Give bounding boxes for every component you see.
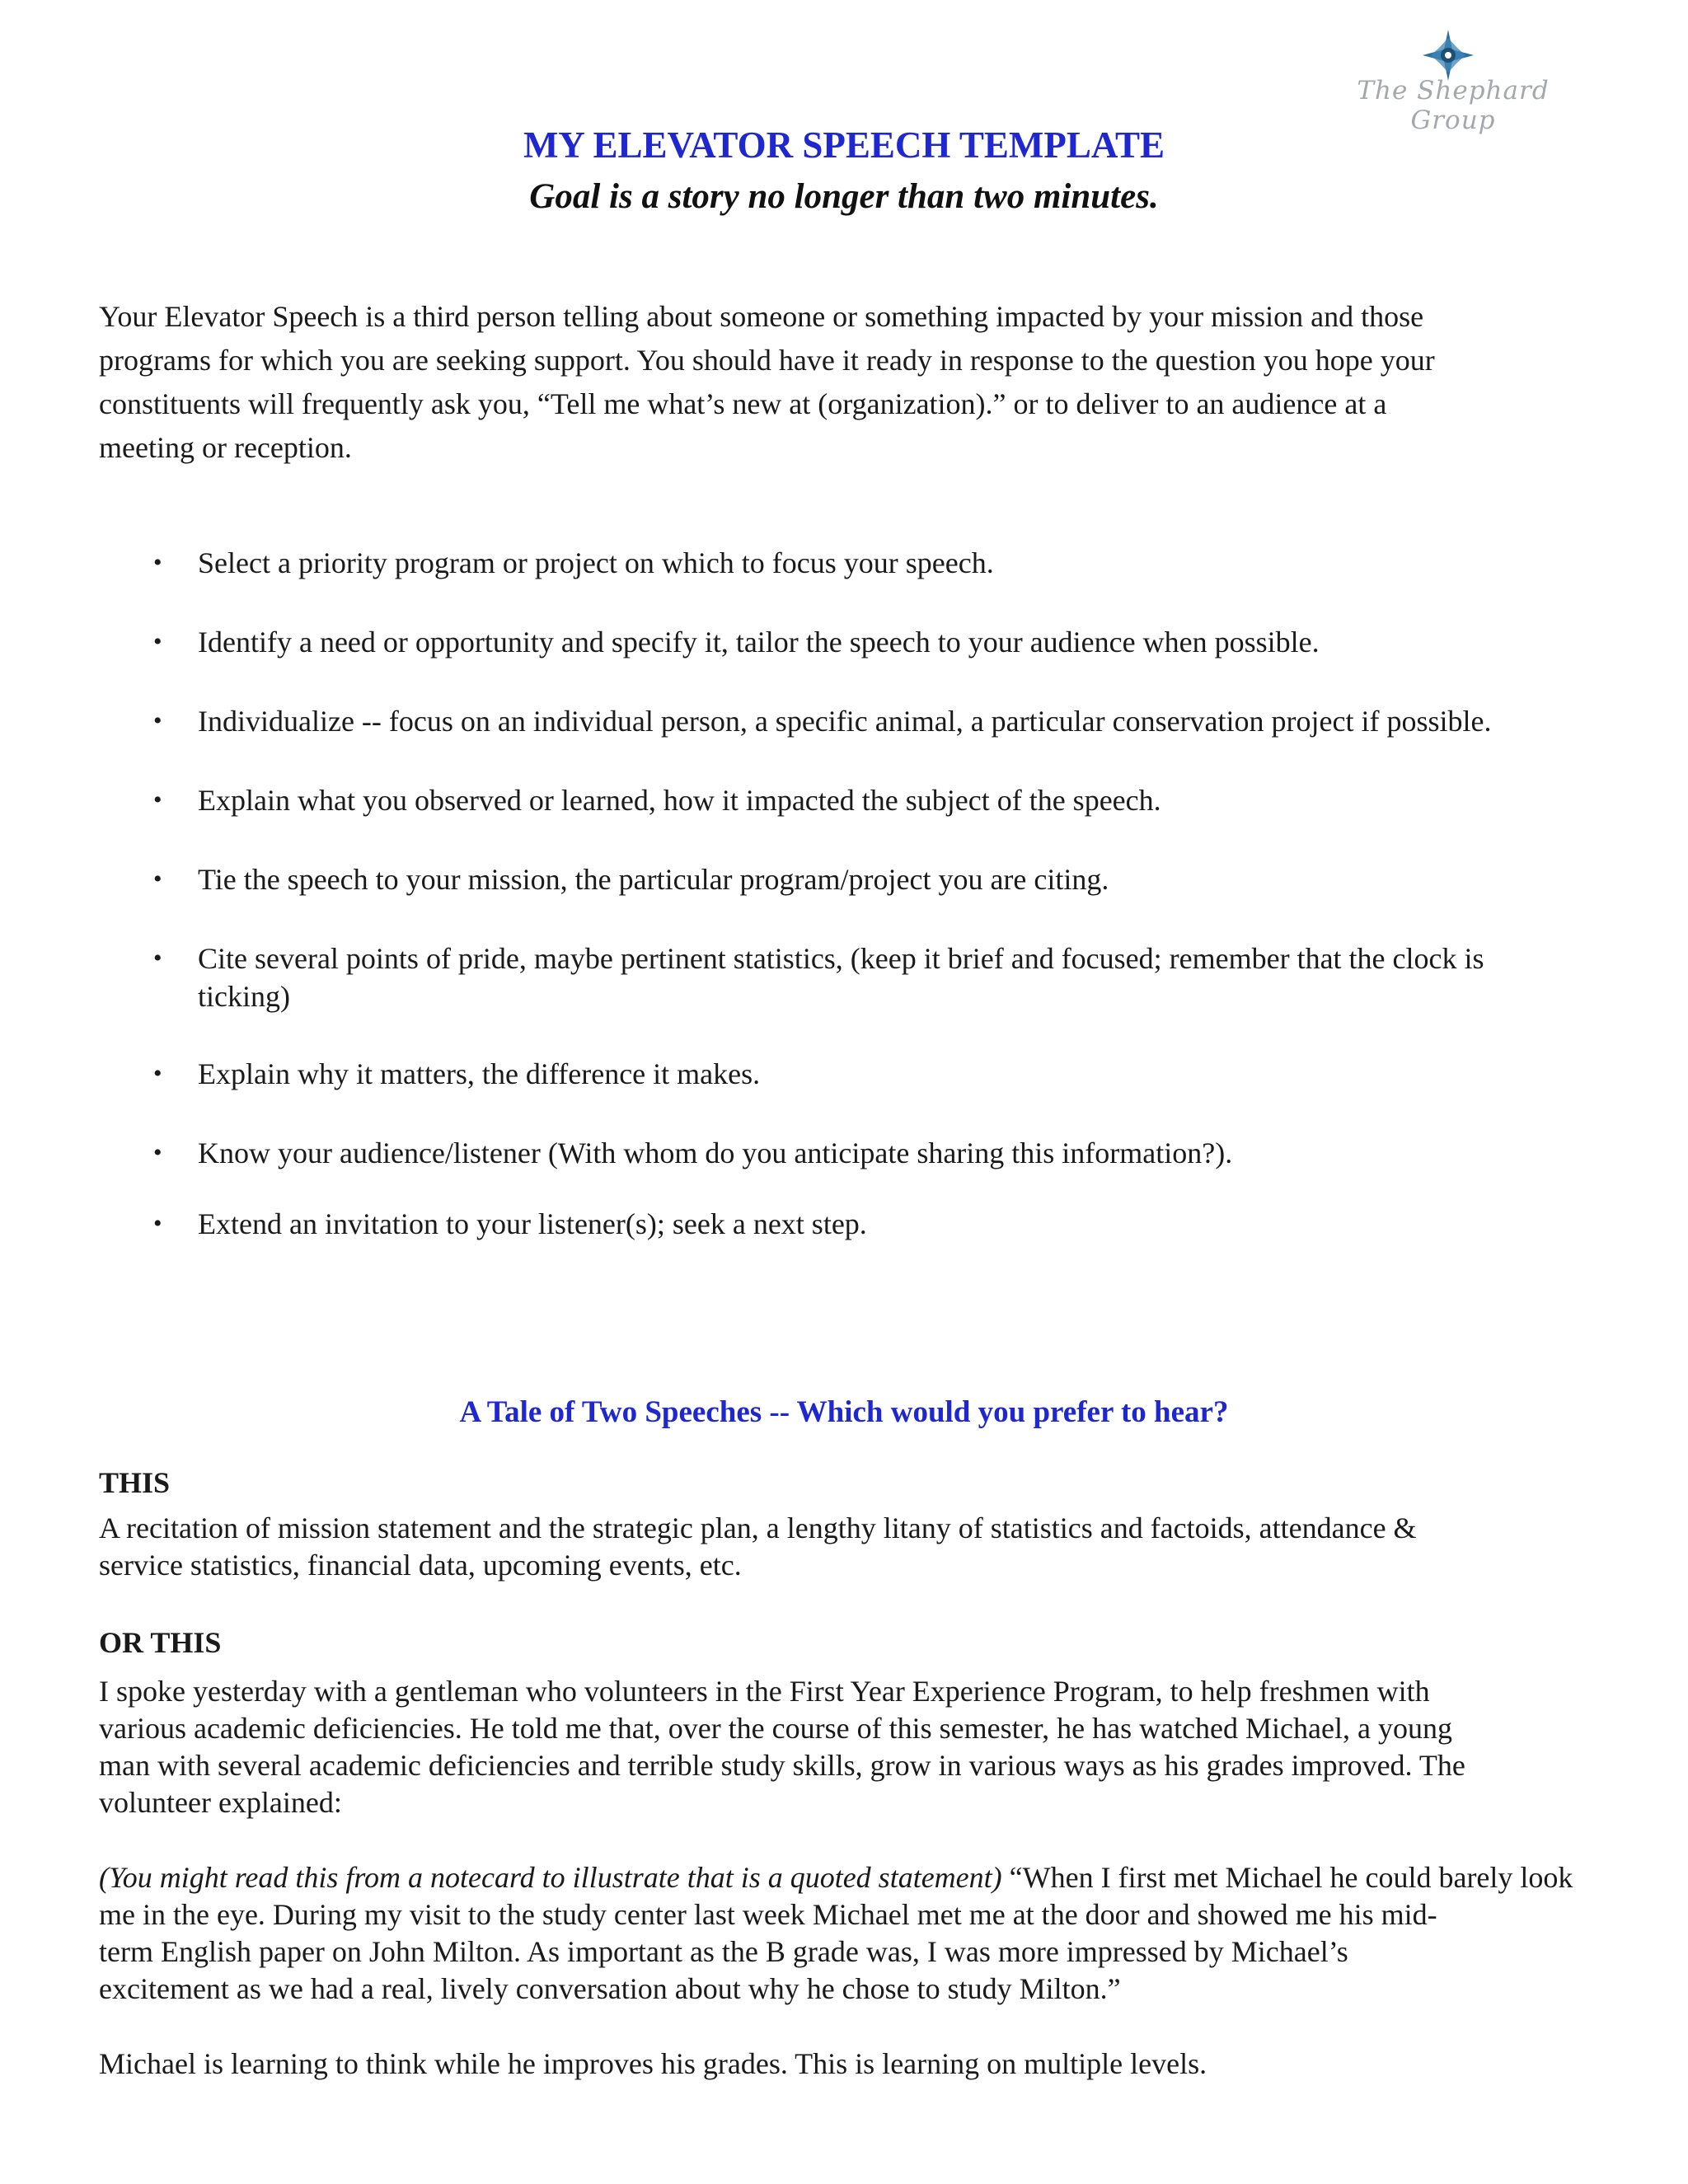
- intro-line: Your Elevator Speech is a third person telling about someone or something impacted by your mission and those: [99, 300, 1424, 333]
- page-subtitle: Goal is a story no longer than two minutes.: [529, 177, 1159, 216]
- paragraph-line: service statistics, financial data, upcoming events, etc.: [99, 1549, 742, 1582]
- section-heading-this: THIS: [99, 1466, 171, 1499]
- paragraph-line: A recitation of mission statement and the strategic plan, a lengthy litany of statistics and factoids, attendance &: [99, 1511, 1417, 1544]
- closing-paragraph: Michael is learning to think while he improves his grades. This is learning on multiple levels.: [99, 2047, 1207, 2080]
- quote-paragraph: [99, 1859, 1582, 2008]
- bullet-icon: •: [153, 865, 162, 893]
- bullet-text: Individualize -- focus on an individual person, a specific animal, a particular conservation project if possible.: [198, 705, 1492, 738]
- bullet-icon: •: [153, 707, 162, 734]
- intro-paragraph: [99, 295, 1582, 470]
- intro-line: programs for which you are seeking support. You should have it ready in response to the question you hope your: [99, 344, 1435, 377]
- bullet-icon: •: [153, 1060, 162, 1087]
- bullet-icon: •: [153, 786, 162, 813]
- bullet-icon: •: [153, 1210, 162, 1237]
- intro-line: constituents will frequently ask you, “Tell me what’s new at (organization).” or to deliver to an audience at a: [99, 387, 1387, 420]
- compass-star-icon: [1423, 30, 1474, 81]
- bullet-icon: •: [153, 944, 162, 972]
- quote-line: excitement as we had a real, lively conversation about why he chose to study Milton.”: [99, 1972, 1121, 2005]
- bullet-icon: •: [153, 628, 162, 655]
- bullet-text: [198, 940, 1607, 1015]
- quote-aside: (You might read this from a notecard to illustrate that is a quoted statement): [99, 1861, 1002, 1894]
- section-heading-tale: A Tale of Two Speeches -- Which would you prefer to hear?: [459, 1395, 1229, 1429]
- this-paragraph: [99, 1510, 1582, 1584]
- bullet-text: Select a priority program or project on which to focus your speech.: [198, 546, 994, 579]
- intro-line: meeting or reception.: [99, 431, 352, 464]
- bullet-text: Identify a need or opportunity and specify it, tailor the speech to your audience when possible.: [198, 626, 1320, 658]
- story-paragraph: [99, 1673, 1582, 1821]
- quote-line: me in the eye. During my visit to the study center last week Michael met me at the door and showed me his mid-: [99, 1898, 1437, 1931]
- bullet-text: Explain what you observed or learned, how it impacted the subject of the speech.: [198, 784, 1161, 817]
- bullet-text-line: Cite several points of pride, maybe pertinent statistics, (keep it brief and focused; remember that the clock is: [198, 942, 1484, 975]
- quote-line: “When I first met Michael he could barely look: [1001, 1861, 1573, 1894]
- bullet-text: Explain why it matters, the difference it makes.: [198, 1057, 761, 1090]
- paragraph-line: various academic deficiencies. He told me that, over the course of this semester, he has watched Michael, a young: [99, 1712, 1452, 1745]
- paragraph-line: man with several academic deficiencies and terrible study skills, grow in various ways as his grades improved. The: [99, 1749, 1465, 1782]
- paragraph-line: I spoke yesterday with a gentleman who volunteers in the First Year Experience Program, to help freshmen with: [99, 1675, 1430, 1708]
- bullet-text-line: ticking): [198, 980, 290, 1013]
- quote-line: term English paper on John Milton. As important as the B grade was, I was more impressed by Michael’s: [99, 1935, 1348, 1968]
- bullet-text: Tie the speech to your mission, the particular program/project you are citing.: [198, 863, 1109, 896]
- page-title: MY ELEVATOR SPEECH TEMPLATE: [523, 124, 1165, 166]
- paragraph-line: volunteer explained:: [99, 1786, 342, 1819]
- company-logo: [1334, 30, 1573, 135]
- bullet-text: Extend an invitation to your listener(s); seek a next step.: [198, 1207, 867, 1240]
- bullet-text: Know your audience/listener (With whom do you anticipate sharing this information?).: [198, 1137, 1233, 1169]
- logo-text: The Shephard Group: [1357, 76, 1550, 135]
- section-heading-or-this: OR THIS: [99, 1626, 222, 1659]
- bullet-icon: •: [153, 549, 162, 576]
- bullet-icon: •: [153, 1139, 162, 1166]
